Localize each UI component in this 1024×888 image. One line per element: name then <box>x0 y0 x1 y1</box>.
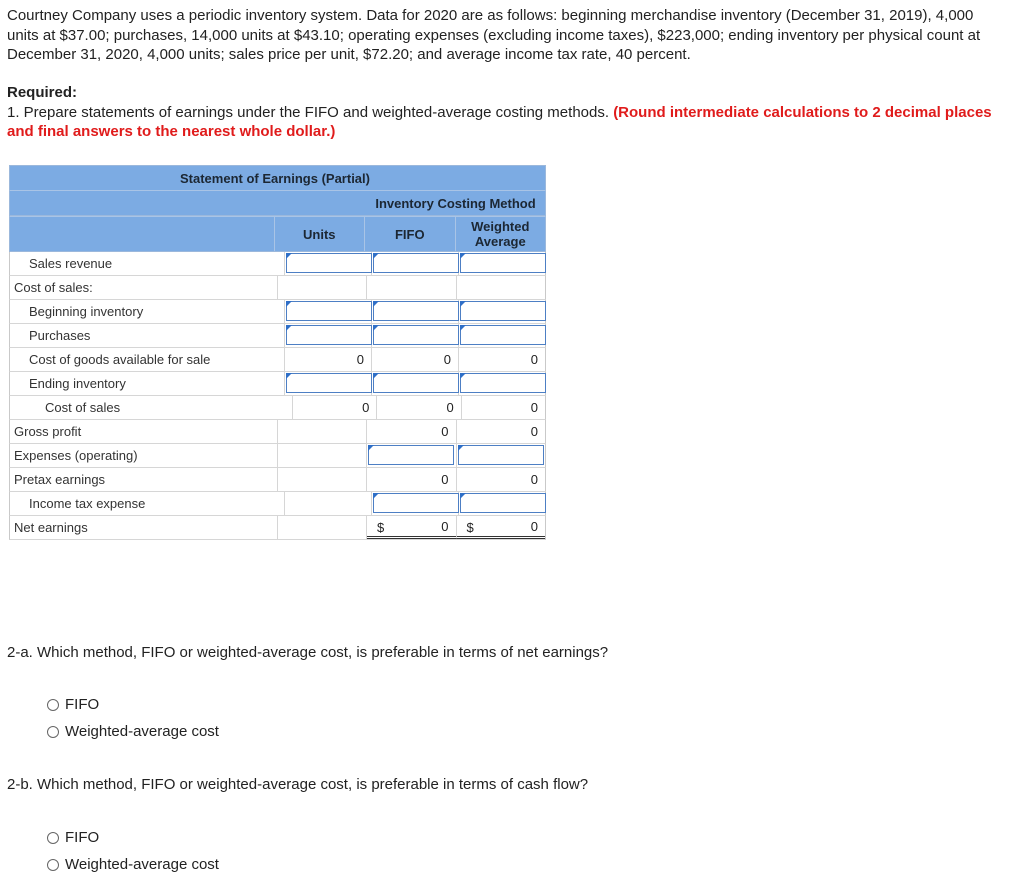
row-purchases <box>9 324 546 348</box>
row-ending-inventory <box>9 372 546 396</box>
row-cost-of-sales <box>9 396 546 420</box>
expenses-wavg-input[interactable] <box>458 445 544 465</box>
q2a-option-weighted-average[interactable] <box>47 723 219 740</box>
statement-title: Statement of Earnings (Partial) <box>180 170 370 186</box>
row-label: Pretax earnings <box>10 468 278 491</box>
currency-symbol: $ <box>377 520 385 535</box>
method-header: Inventory Costing Method <box>375 195 536 211</box>
required-instruction: 1. Prepare statements of earnings under the FIFO and weighted-average costing methods. <box>7 104 614 121</box>
option-label: Weighted-average cost <box>65 723 219 740</box>
ending-inventory-fifo-input[interactable] <box>373 373 459 393</box>
sales-revenue-wavg-input[interactable] <box>460 253 546 273</box>
row-label: Expenses (operating) <box>10 444 278 467</box>
row-income-tax-expense <box>9 492 546 516</box>
row-label: Cost of sales <box>10 396 293 419</box>
beginning-inventory-wavg-input[interactable] <box>460 301 546 321</box>
sales-revenue-units-input[interactable] <box>286 253 372 273</box>
row-label: Beginning inventory <box>10 300 285 323</box>
pretax-wavg-value: 0 <box>530 472 539 487</box>
cogas-units-value: 0 <box>356 352 365 367</box>
column-header-row <box>9 216 546 252</box>
q2b-option-weighted-average[interactable] <box>47 856 219 873</box>
row-label: Gross profit <box>10 420 278 443</box>
cogas-wavg-value: 0 <box>530 352 538 367</box>
row-gross-profit <box>9 420 546 444</box>
income-tax-fifo-input[interactable] <box>373 493 459 513</box>
option-label: FIFO <box>65 696 100 713</box>
purchases-units-input[interactable] <box>286 325 372 345</box>
gross-profit-fifo-value: 0 <box>441 424 449 439</box>
row-net-earnings <box>9 516 546 540</box>
pretax-fifo-value: 0 <box>441 472 449 487</box>
radio-button[interactable] <box>47 859 59 871</box>
cost-of-sales-units-value: 0 <box>362 400 370 415</box>
cogas-fifo-value: 0 <box>443 352 452 367</box>
income-tax-wavg-input[interactable] <box>460 493 546 513</box>
radio-button[interactable] <box>47 726 59 738</box>
row-expenses-operating <box>9 444 546 468</box>
currency-symbol: $ <box>466 520 474 535</box>
expenses-fifo-input[interactable] <box>368 445 454 465</box>
purchases-wavg-input[interactable] <box>460 325 546 345</box>
problem-intro: Courtney Company uses a periodic inventory system. Data for 2020 are as follows: beginning merchandise inventory (December 31, 2019), 4,000 units at $37.00; purchases, 14,000 units at $43.10; operating expenses (excluding income taxes), $223,000; ending inventory per physical count at December 31, 2020, 4,000 units; sales price per unit, $72.20; and average income tax rate, 40 percent. <box>7 7 981 63</box>
row-label: Ending inventory <box>10 372 285 395</box>
required-title: Required: <box>7 84 78 101</box>
question-2a: 2-a. Which method, FIFO or weighted-average cost, is preferable in terms of net earnings? <box>7 644 609 661</box>
cost-of-sales-wavg-value: 0 <box>530 400 538 415</box>
option-label: Weighted-average cost <box>65 856 219 873</box>
gross-profit-wavg-value: 0 <box>530 424 539 439</box>
ending-inventory-units-input[interactable] <box>286 373 372 393</box>
statement-of-earnings-table <box>9 165 546 540</box>
net-earnings-fifo-value: 0 <box>441 518 449 534</box>
sales-revenue-fifo-input[interactable] <box>373 253 459 273</box>
required-text <box>7 103 1007 141</box>
ending-inventory-wavg-input[interactable] <box>460 373 546 393</box>
row-label: Income tax expense <box>10 492 285 515</box>
beginning-inventory-units-input[interactable] <box>286 301 372 321</box>
row-beginning-inventory <box>9 300 546 324</box>
purchases-fifo-input[interactable] <box>373 325 459 345</box>
radio-button[interactable] <box>47 699 59 711</box>
row-sales-revenue <box>9 252 546 276</box>
row-label: Sales revenue <box>10 252 285 275</box>
beginning-inventory-fifo-input[interactable] <box>373 301 459 321</box>
row-cost-of-sales-header <box>9 276 546 300</box>
row-label: Purchases <box>10 324 285 347</box>
rounding-note: (Round intermediate calculations to 2 decimal places and final answers to the nearest whole dollar.) <box>7 104 992 140</box>
row-label: Cost of sales: <box>10 276 278 299</box>
q2a-option-fifo[interactable] <box>47 696 99 713</box>
net-earnings-wavg-value: 0 <box>530 518 539 534</box>
col-header-weighted-average: Weighted Average <box>471 219 530 249</box>
q2b-option-fifo[interactable] <box>47 829 99 846</box>
cost-of-sales-fifo-value: 0 <box>446 400 454 415</box>
question-2b: 2-b. Which method, FIFO or weighted-average cost, is preferable in terms of cash flow? <box>7 776 589 793</box>
method-header-row <box>9 190 546 216</box>
row-label: Cost of goods available for sale <box>10 348 285 371</box>
row-cost-of-goods-available <box>9 348 546 372</box>
option-label: FIFO <box>65 829 100 846</box>
row-pretax-earnings <box>9 468 546 492</box>
col-header-units: Units <box>275 217 366 251</box>
col-header-fifo: FIFO <box>365 217 456 251</box>
statement-title-row <box>9 165 546 190</box>
row-label: Net earnings <box>10 516 278 539</box>
radio-button[interactable] <box>47 832 59 844</box>
